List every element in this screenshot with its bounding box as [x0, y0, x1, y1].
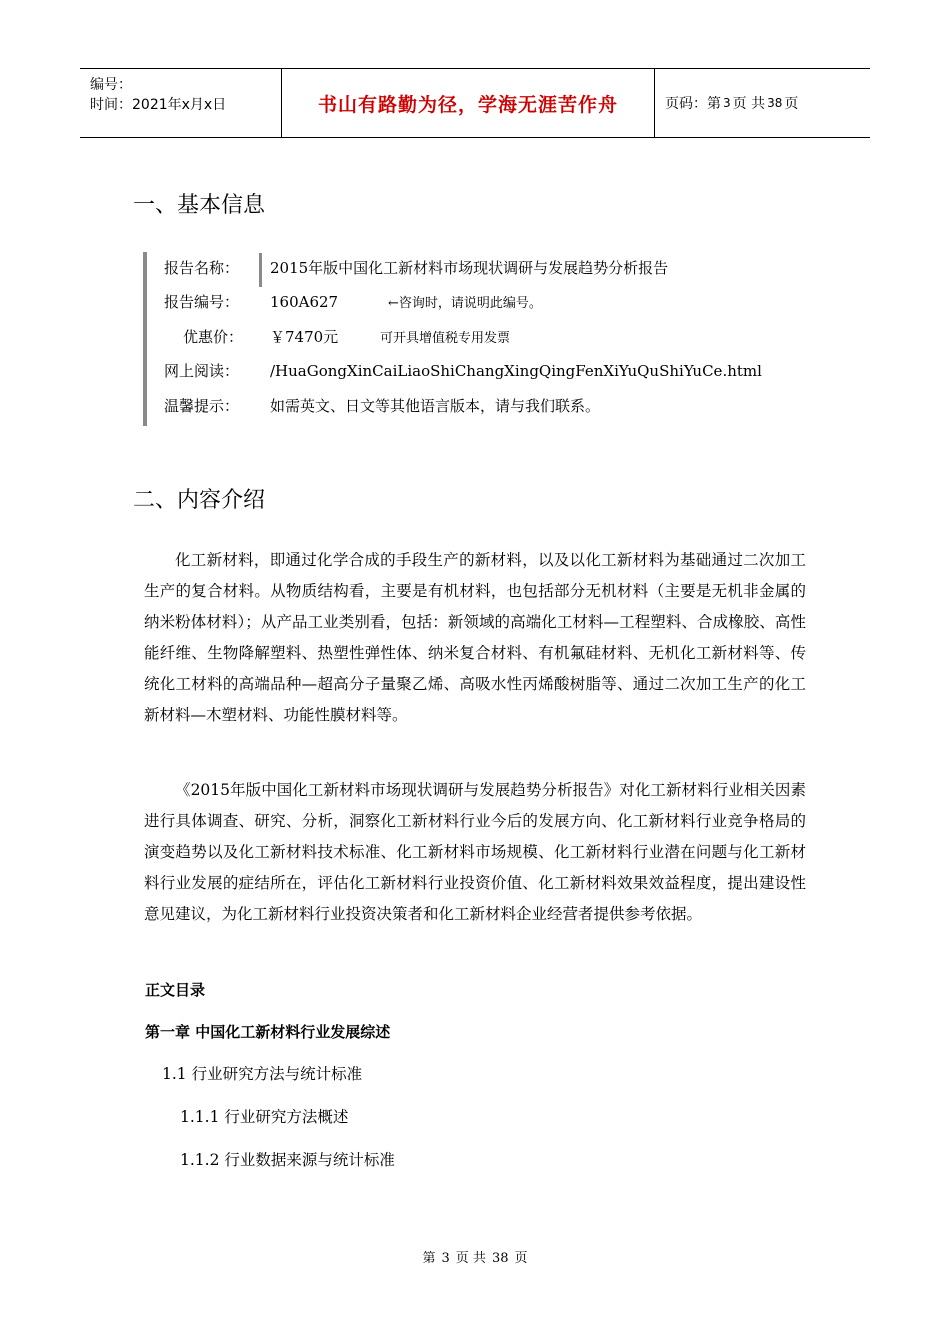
header-motto-cell	[281, 69, 655, 137]
footer-current: 3	[441, 1251, 450, 1266]
price-label: 优惠价：	[183, 328, 244, 346]
motto-text: 书山有路勤为径，学海无涯苦作舟	[317, 93, 618, 116]
toc-heading: 正文目录	[145, 981, 206, 999]
price-value: ￥7470元	[270, 328, 339, 346]
tip-value: 如需英文、日文等其他语言版本，请与我们联系。	[270, 397, 601, 415]
footer-suffix: 页	[514, 1251, 528, 1266]
page-header	[80, 68, 870, 138]
info-left-bar	[143, 252, 147, 426]
url-label: 网上阅读：	[164, 362, 240, 380]
intro-paragraph-1: 化工新材料，即通过化学合成的手段生产的新材料，以及以化工新材料为基础通过二次加工生产的复合材料。从物质结构看，主要是有机材料，也包括部分无机材料（主要是无机非金属的纳米粉体材料）；从产品工业类别看，包括：新领域的高端化工材料—工程塑料、合成橡胶、高性能纤维、生物降解塑料、热塑性弹性体、纳米复合材料、有机氟硅材料、无机化工新材料等、传统化工材料的高端品种—超高分子量聚乙烯、高吸水性丙烯酸树脂等、通过二次加工生产的化工新材料—木塑材料、功能性膜材料等。	[144, 551, 806, 724]
page-mid: 页 共	[732, 96, 766, 112]
footer-prefix: 第	[422, 1251, 436, 1266]
time-label: 时间：2021年x月x日	[90, 97, 227, 113]
footer-mid: 页 共	[455, 1251, 486, 1266]
info-row-code	[164, 291, 542, 313]
report-name-value: 2015年版中国化工新材料市场现状调研与发展趋势分析报告	[270, 259, 669, 277]
info-row-price	[164, 326, 510, 348]
page-current: 3	[723, 96, 731, 110]
section-title-basic-info: 一、基本信息	[133, 193, 266, 218]
info-row-url	[164, 360, 762, 382]
report-code-note: ←咨询时，请说明此编号。	[388, 296, 542, 311]
toc-chapter-1[interactable]: 第一章 中国化工新材料行业发展综述	[145, 1023, 391, 1041]
report-code-label: 报告编号：	[164, 293, 240, 311]
toc-item-1-1[interactable]: 1.1 行业研究方法与统计标准	[162, 1065, 363, 1083]
page-footer	[0, 1247, 950, 1266]
intro-paragraph-2: 《2015年版中国化工新材料市场现状调研与发展趋势分析报告》对化工新材料行业相关因素进行具体调查、研究、分析，洞察化工新材料行业今后的发展方向、化工新材料行业竞争格局的演变趋势以及化工新材料技术标准、化工新材料市场规模、化工新材料行业潜在问题与化工新材料行业发展的症结所在，评估化工新材料行业投资价值、化工新材料效果效益程度，提出建设性意见建议，为化工新材料行业投资决策者和化工新材料企业经营者提供参考依据。	[144, 781, 806, 923]
tip-label: 温馨提示：	[164, 397, 240, 415]
info-row-tip	[164, 395, 600, 417]
url-value[interactable]: /HuaGongXinCaiLiaoShiChangXingQingFenXiYuQuShiYuCe.html	[270, 362, 762, 380]
footer-total: 38	[491, 1251, 509, 1266]
page-prefix: 页码：第	[665, 96, 721, 112]
section-title-content: 二、内容介绍	[133, 488, 266, 513]
header-page-indicator	[655, 69, 870, 137]
toc-item-1-1-1[interactable]: 1.1.1 行业研究方法概述	[180, 1108, 349, 1126]
report-code-value: 160A627	[270, 293, 339, 311]
header-meta	[80, 69, 281, 137]
page-total: 38	[767, 96, 783, 110]
info-row-name	[164, 257, 668, 279]
report-name-label: 报告名称：	[164, 259, 240, 277]
code-label: 编号：	[90, 77, 132, 93]
price-note: 可开具增值税专用发票	[380, 331, 511, 346]
page-suffix: 页	[784, 96, 799, 112]
toc-item-1-1-2[interactable]: 1.1.2 行业数据来源与统计标准	[180, 1151, 395, 1169]
